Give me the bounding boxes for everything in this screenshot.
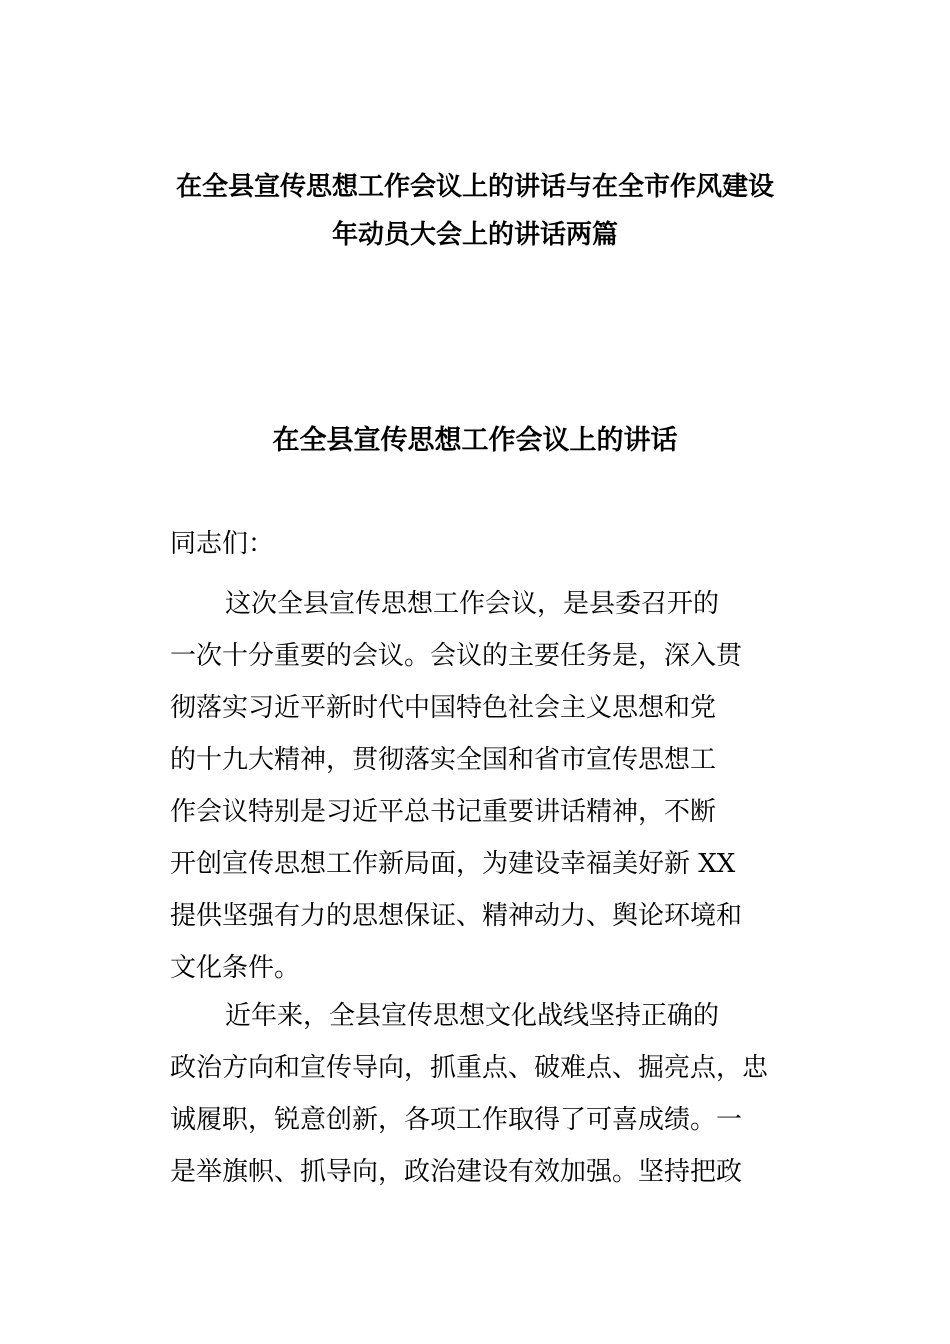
paragraph-line: 的十九大精神，贯彻落实全国和省市宣传思想工 bbox=[170, 745, 717, 775]
document-title-line-2: 年动员大会上的讲话两篇 bbox=[331, 220, 618, 250]
greeting-text: 同志们： bbox=[170, 529, 275, 559]
document-title-line-1: 在全县宣传思想工作会议上的讲话与在全市作风建设 bbox=[175, 172, 774, 202]
paragraph-line: 诚履职，锐意创新，各项工作取得了可喜成绩。一 bbox=[170, 1105, 743, 1135]
paragraph-line: 文化条件。 bbox=[170, 953, 301, 983]
paragraph-line: 一次十分重要的会议。会议的主要任务是，深入贯 bbox=[170, 641, 743, 671]
paragraph-2 bbox=[170, 990, 786, 1198]
paragraph-line: 这次全县宣传思想工作会议，是县委召开的 bbox=[225, 589, 720, 619]
paragraph-1 bbox=[170, 578, 786, 994]
paragraph-line: 近年来，全县宣传思想文化战线坚持正确的 bbox=[225, 1001, 720, 1031]
paragraph-line: 政治方向和宣传导向，抓重点、破难点、掘亮点，忠 bbox=[170, 1053, 769, 1083]
greeting bbox=[170, 518, 786, 570]
paragraph-line: 作会议特别是习近平总书记重要讲话精神，不断 bbox=[170, 797, 717, 827]
paragraph-line: 提供坚强有力的思想保证、精神动力、舆论环境和 bbox=[170, 901, 743, 931]
paragraph-line: 开创宣传思想工作新局面，为建设幸福美好新 XX bbox=[170, 849, 736, 879]
paragraph-line: 彻落实习近平新时代中国特色社会主义思想和党 bbox=[170, 693, 717, 723]
paragraph-line: 是举旗帜、抓导向，政治建设有效加强。坚持把政 bbox=[170, 1157, 743, 1187]
section-title: 在全县宣传思想工作会议上的讲话 bbox=[272, 425, 678, 456]
